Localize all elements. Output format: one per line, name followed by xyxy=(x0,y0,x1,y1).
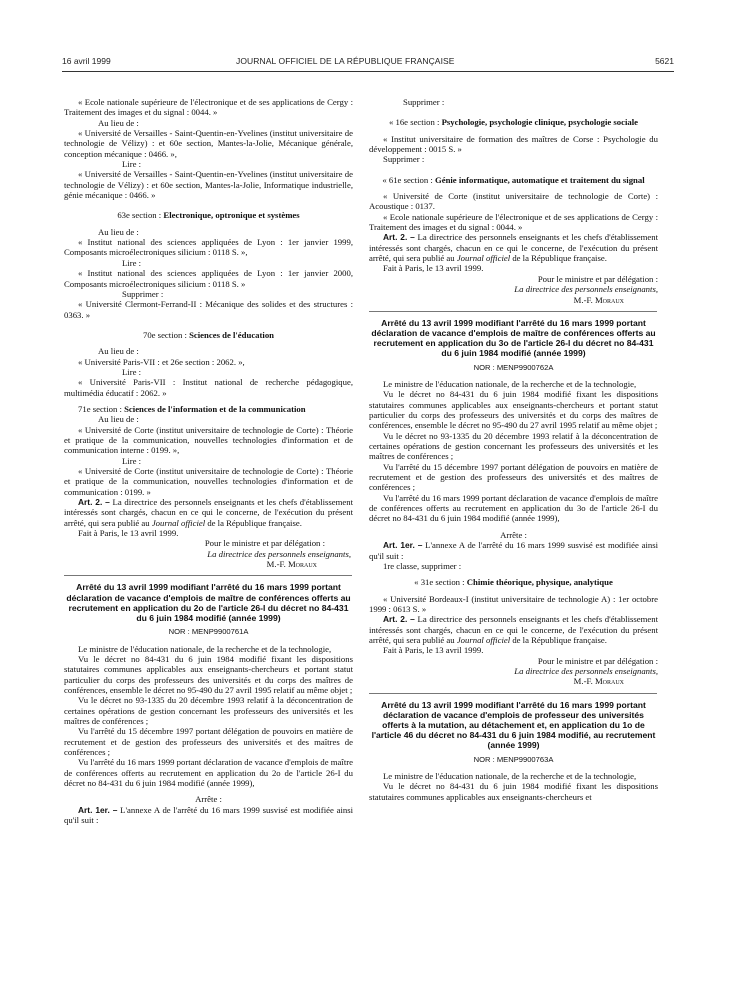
header-date: 16 avril 1999 xyxy=(62,56,111,66)
paragraph: « Université Clermont-Ferrand-II : Mécanique des solides et des structures : 0363. » xyxy=(64,299,353,320)
label-supprimer: Supprimer : xyxy=(383,154,425,165)
label-au-lieu-de: Au lieu de : xyxy=(98,226,139,237)
paragraph: Vu le décret no 84-431 du 6 juin 1984 modifié fixant les dispositions statutaires communes applicables aux enseignants-chercheurs et xyxy=(369,781,658,802)
label-lire: Lire : xyxy=(122,257,142,268)
paragraph: Le ministre de l'éducation nationale, de la recherche et de la technologie, xyxy=(383,770,637,781)
paragraph: Vu l'arrêté du 16 mars 1999 portant déclaration de vacance d'emplois de maître de conférences offerts au recrutement en application du 3o de l'article 26-I du décret no 84-431 du 6 juin 1984 modifié (année 1999), xyxy=(369,492,658,524)
label-au-lieu-de: Au lieu de : xyxy=(98,414,139,425)
label-au-lieu-de: Au lieu de : xyxy=(98,117,139,128)
page-header xyxy=(62,56,674,70)
paragraph: « Université Bordeaux-I (institut universitaire de technologie A) : 1er octobre 1999 : 0613 S. » xyxy=(369,593,658,614)
label-lire: Lire : xyxy=(122,159,142,170)
decree-title: Arrêté du 13 avril 1999 modifiant l'arrêté du 16 mars 1999 portant déclaration de vacance d'emplois de professeur des universités offerts à la mutation, au détachement et, en application du 1o de l'article 46 du décret no 84-431 du 6 juin 1984 modifié, au recrutement (année 1999) xyxy=(371,699,656,751)
paragraph: « Université de Versailles - Saint-Quentin-en-Yvelines (institut universitaire de technologie de Vélizy) : et 60e section, Mantes-la-Jolie, Informatique industrielle, génie mécanique : 0466. » xyxy=(64,169,353,201)
article-2: Art. 2. – La directrice des personnels enseignants et les chefs d'établissement intéressés sont chargés, chacun en ce qui le concerne, de l'exécution du présent arrêté, qui sera publié au Journal officiel de la République française. xyxy=(64,497,353,528)
signature-date: Fait à Paris, le 13 avril 1999. xyxy=(78,528,179,539)
paragraph: « Institut national des sciences appliquées de Lyon : 1er janvier 1999, Composants microélectroniques silicium : 0118 S. », xyxy=(64,237,353,258)
header-page-number: 5621 xyxy=(655,56,674,66)
paragraph: Vu le décret no 84-431 du 6 juin 1984 modifié fixant les dispositions statutaires communes applicables aux enseignants-chercheurs et portant statut particulier du corps des professeurs des universités et du corps des maîtres de conférences, ensemble le décret no 95-490 du 27 avril 1995 relatif au même objet ; xyxy=(369,389,658,431)
section-heading: 70e section : Sciences de l'éducation xyxy=(142,329,275,340)
decree-title: Arrêté du 13 avril 1999 modifiant l'arrêté du 16 mars 1999 portant déclaration de vacance d'emplois de maître de conférences offerts au recrutement en application du 3o de l'article 26-I du décret no 84-431 du 6 juin 1984 modifié (année 1999) xyxy=(371,317,656,359)
left-column xyxy=(64,97,353,825)
article-2: Art. 2. – La directrice des personnels enseignants et les chefs d'établissement intéressés sont chargés, chacun en ce qui le concerne, de l'exécution du présent arrêté, qui sera publié au Journal officiel de la République française. xyxy=(369,614,658,645)
decree-title: Arrêté du 13 avril 1999 modifiant l'arrêté du 16 mars 1999 portant déclaration de vacance d'emplois de maître de conférences offerts au recrutement en application du 2o de l'article 26-I du décret no 84-431 du 6 juin 1984 modifié (année 1999) xyxy=(66,582,351,624)
paragraph: Vu le décret no 93-1335 du 20 décembre 1993 relatif à la déconcentration de certaines opérations de gestion concernant les professeurs des universités et les maîtres de conférences ; xyxy=(64,695,353,726)
paragraph: Vu l'arrêté du 15 décembre 1997 portant délégation de pouvoirs en matière de recrutement et de gestion des professeurs des universités et des maîtres de conférences ; xyxy=(64,726,353,758)
signature-block: Pour le ministre et par délégation : La directrice des personnels enseignants, M.-F. Moraux xyxy=(514,273,658,305)
section-heading: « 61e section : Génie informatique, automatique et traitement du signal xyxy=(382,174,645,185)
label-supprimer: Supprimer : xyxy=(122,288,164,299)
arrete-label: Arrête : xyxy=(195,794,222,805)
paragraph: Le ministre de l'éducation nationale, de la recherche et de la technologie, xyxy=(78,643,332,654)
class-label: 1re classe, supprimer : xyxy=(383,560,462,571)
paragraph: Vu le décret no 93-1335 du 20 décembre 1993 relatif à la déconcentration de certaines opérations de gestion concernant les professeurs des universités et les maîtres de conférences ; xyxy=(369,430,658,462)
paragraph: « Institut universitaire de formation des maîtres de Corse : Psychologie du développement : 0015 S. » xyxy=(369,133,658,155)
nor-reference: NOR : MENP9900763A xyxy=(473,754,554,764)
paragraph: « Institut national des sciences appliquées de Lyon : 1er janvier 2000, Composants microélectroniques silicium : 0118 S. » xyxy=(64,268,353,289)
nor-reference: NOR : MENP9900761A xyxy=(168,627,249,637)
paragraph: « Université de Corte (institut universitaire de technologie de Corte) : Théorie et pratique de la communication, nouvelles technologies d'information et de communication interne : 0199. », xyxy=(64,424,353,456)
article-2: Art. 2. – La directrice des personnels enseignants et les chefs d'établissement intéressés sont chargés, chacun en ce qui le concerne, de l'exécution du présent arrêté, qui sera publié au Journal officiel de la République française. xyxy=(369,232,658,264)
header-rule xyxy=(62,71,674,72)
signature-block: Pour le ministre et par délégation : La directrice des personnels enseignants, M.-F. Moraux xyxy=(514,655,658,687)
divider xyxy=(369,693,657,694)
divider xyxy=(64,575,352,576)
paragraph: « Université de Versailles - Saint-Quentin-en-Yvelines (institut universitaire de technologie de Vélizy) : et 60e section, Mantes-la-Jolie, Mécanique générale, conception mécanique : 0466. », xyxy=(64,128,353,159)
paragraph: Le ministre de l'éducation nationale, de la recherche et de la technologie, xyxy=(383,379,637,389)
paragraph: « Université de Corte (institut universitaire de technologie de Corte) : Théorie et pratique de la communication, nouvelles technologies d'information et de communication : 0199. » xyxy=(64,466,353,497)
label-au-lieu-de: Au lieu de : xyxy=(98,346,139,357)
arrete-label: Arrête : xyxy=(500,529,527,540)
section-heading: 63e section : Electronique, optronique et systèmes xyxy=(117,210,300,221)
paragraph: « Ecole nationale supérieure de l'électronique et de ses applications de Cergy : Traitement des images et du signal : 0044. » xyxy=(369,211,658,233)
header-journal-title: JOURNAL OFFICIEL DE LA RÉPUBLIQUE FRANÇAISE xyxy=(236,56,455,66)
signature-date: Fait à Paris, le 13 avril 1999. xyxy=(383,645,484,656)
divider xyxy=(369,311,657,312)
paragraph: « Université Paris-VII : Institut national de recherche pédagogique, multimédia éducatif : 2062. » xyxy=(64,377,353,398)
section-heading: « 31e section : Chimie théorique, physique, analytique xyxy=(414,577,613,588)
label-supprimer: Supprimer : xyxy=(403,97,445,107)
label-lire: Lire : xyxy=(122,366,142,377)
nor-reference: NOR : MENP9900762A xyxy=(473,362,554,372)
paragraph: Vu le décret no 84-431 du 6 juin 1984 modifié fixant les dispositions statutaires communes applicables aux enseignants-chercheurs et portant statut particulier du corps des professeurs des universités et du corps des maîtres de conférences, ensemble le décret no 95-490 du 27 avril 1995 relatif au même objet ; xyxy=(64,653,353,695)
label-lire: Lire : xyxy=(122,455,142,466)
section-heading: 71e section : Sciences de l'information et de la communication xyxy=(78,403,306,414)
section-heading: « 16e section : Psychologie, psychologie clinique, psychologie sociale xyxy=(388,117,639,128)
paragraph: « Université Paris-VII : et 26e section : 2062. », xyxy=(78,356,245,367)
signature-block: Pour le ministre et par délégation : La directrice des personnels enseignants, M.-F. Moraux xyxy=(204,538,351,570)
paragraph: Vu l'arrêté du 16 mars 1999 portant déclaration de vacance d'emplois de maître de conférences offerts au recrutement en application du 2o de l'article 26-I du décret no 84-431 du 6 juin 1984 modifié (année 1999), xyxy=(64,757,353,789)
paragraph: Vu l'arrêté du 15 décembre 1997 portant délégation de pouvoirs en matière de recrutement et de gestion des professeurs des universités et des maîtres de conférences ; xyxy=(369,461,658,493)
article-1: Art. 1er. – L'annexe A de l'arrêté du 16 mars 1999 susvisé est modifiée ainsi qu'il suit : xyxy=(64,804,353,826)
paragraph: « Université de Corte (institut universitaire de technologie de Corte) : Acoustique : 0137. xyxy=(369,191,658,212)
paragraph: « Ecole nationale supérieure de l'électronique et de ses applications de Cergy : Traitement des images et du signal : 0044. » xyxy=(64,97,353,118)
signature-date: Fait à Paris, le 13 avril 1999. xyxy=(383,263,484,274)
article-1: Art. 1er. – L'annexe A de l'arrêté du 16 mars 1999 susvisé est modifiée ainsi qu'il suit : xyxy=(369,540,658,561)
right-column xyxy=(369,97,658,802)
